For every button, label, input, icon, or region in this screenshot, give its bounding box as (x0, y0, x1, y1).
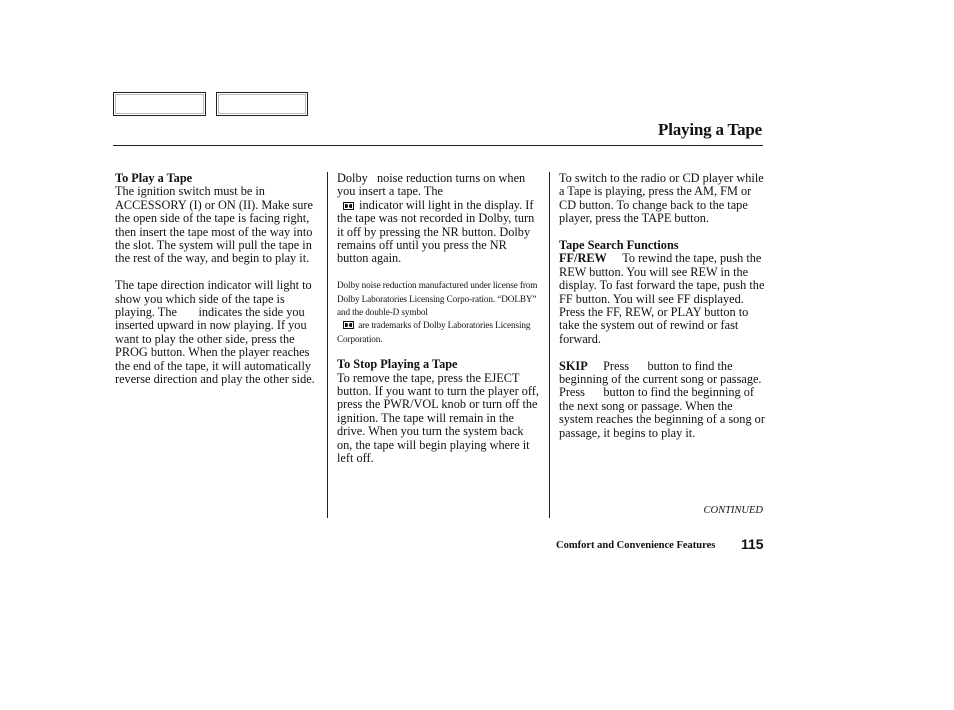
section-heading: To Stop Playing a Tape (337, 357, 458, 372)
ffrew-text: To rewind the tape, push the REW button. You will see REW in the display. To fast forward the tape, push the FF button. You will see FF displayed. Press the FF, REW, or PLAY button to take the system out of rewind or fast forward. (559, 251, 765, 346)
continued-label: CONTINUED (703, 505, 763, 516)
paragraph: To switch to the radio or CD player while a Tape is playing, press the AM, FM or CD button. To change back to the tape player, press the TAPE button. (559, 171, 764, 226)
paragraph: The ignition switch must be in ACCESSORY (I) or ON (II). Make sure the open side of the tape is facing right, then insert the tape most of the way into the slot. The system will pull the tape in the rest of the way, and begin to play it. (115, 184, 313, 266)
dolby-text: Dolby noise reduction turns on when you insert a tape. The (337, 171, 526, 199)
section-heading: Tape Search Functions (559, 238, 679, 253)
footer-section: Comfort and Convenience Features (556, 540, 716, 551)
column-divider (327, 172, 328, 518)
dolby-text: indicator will light in the display. If the tape was not recorded in Dolby, turn it off by pressing the NR button. Dolby remains off until you press the NR button again. (337, 197, 535, 266)
paragraph: To remove the tape, press the EJECT button. If you want to turn the player off, press the PWR/VOL knob or turn off the ignition. The tape will remain in the drive. When you turn the system back on, the tape will begin playing where it left off. (337, 370, 539, 466)
double-d-icon (343, 202, 354, 210)
nav-forward-button[interactable] (216, 92, 308, 116)
paragraph (559, 360, 765, 440)
page-number: 115 (741, 536, 764, 552)
column-3 (559, 172, 765, 440)
skip-label: SKIP (559, 358, 588, 373)
column-1 (115, 172, 321, 386)
page-title: Playing a Tape (658, 120, 762, 139)
ffrew-label: FF/REW (559, 251, 607, 266)
column-divider (549, 172, 550, 518)
paragraph (337, 172, 540, 266)
trademark-text: are trademarks of Dolby Laboratories Licensing Corporation. (337, 320, 531, 344)
section-heading: To Play a Tape (115, 171, 193, 185)
trademark-note (337, 279, 540, 346)
trademark-text: Dolby noise reduction manufactured under license from Dolby Laboratories Licensing Corpo-ration. “DOLBY” and the double-D symbol (337, 280, 538, 318)
nav-back-button[interactable] (113, 92, 206, 116)
skip-text: Press button to find the beginning of the current song or passage. Press button to find the beginning of the next song or passage. When the system reaches the beginning of a song or passage, it begins to play it. (559, 358, 765, 440)
double-d-icon (343, 321, 354, 329)
column-2 (337, 172, 540, 466)
title-rule (113, 145, 763, 146)
paragraph: The tape direction indicator will light to show you which side of the tape is playing. The indicates the side you inserted upward in now playing. If you want to play the other side, press the PROG button. When the player reaches the end of the tape, it will automatically reverse direction and play the other side. (115, 278, 315, 387)
paragraph (559, 252, 765, 346)
